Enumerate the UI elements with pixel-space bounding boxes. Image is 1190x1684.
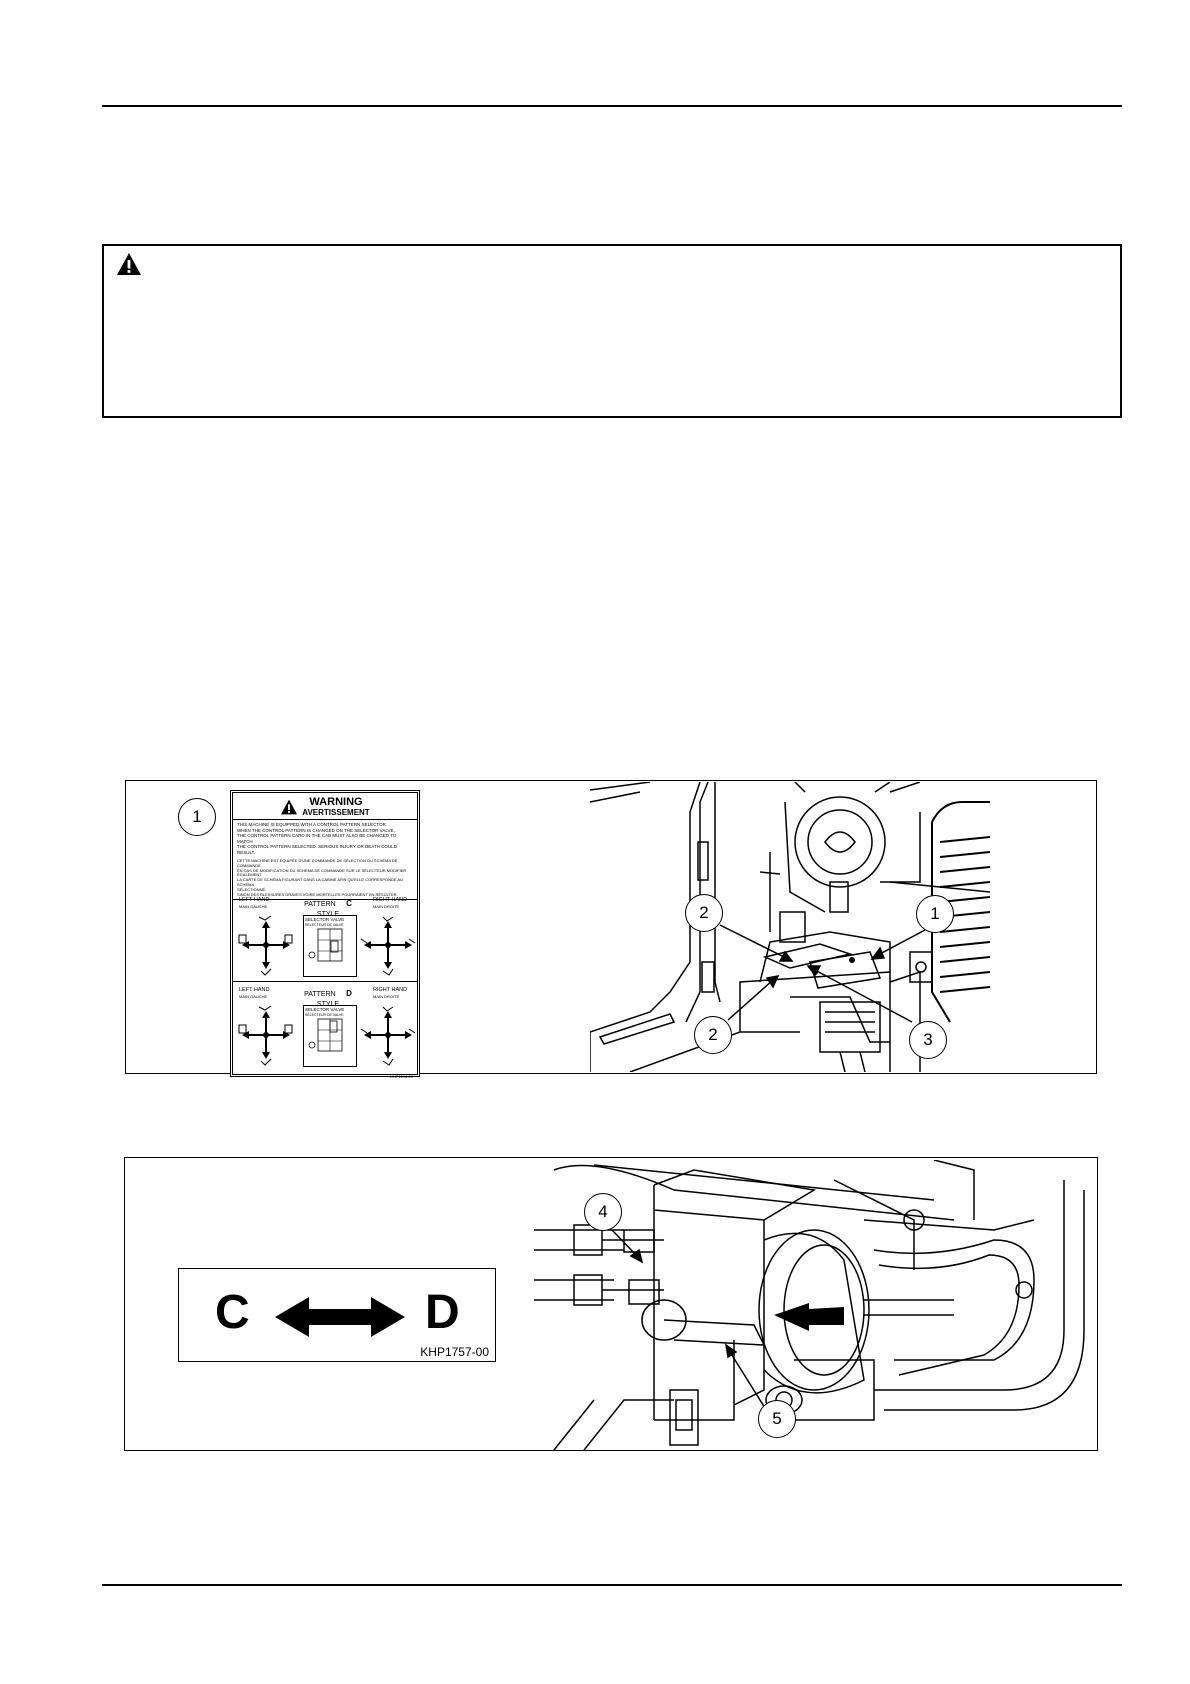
callout-1-decal: 1 [178,798,216,836]
decal-title: WARNING [309,796,363,808]
callout-2-lower: 2 [694,1016,732,1054]
callout-4: 4 [584,1193,622,1231]
callout-5: 5 [758,1400,796,1438]
callout-3: 3 [909,1021,947,1059]
decal-text-en: THIS MACHINE IS EQUIPPED WITH A CONTROL PATTERN SELECTOR. WHEN THE CONTROL PATTERN IS CHANGED ON THE SELECTOR VALVE, THE CONTROL PATTERN CARD IN THE CAB MUST ALSO BE CHANGED TO MATCH THE CONTROL PATTERN SELECTED. SERIOUS INJURY OR DEATH COULD RESULT. [237,822,397,855]
decal-text-fr: CETTE MACHINE EST ÉQUIPÉE D'UNE COMMANDE DE SÉLECTION DU SCHÉMA DE COMMANDE. EN CAS DE MODIFICATION DU SCHÉMA DE COMMANDE SUR LE SÉLECTEUR MODIFIER ÉGALEMENT LA CARTE DE SCHÉMA FIGURANT DANS LA CABINE AFIN QU'ELLE CORRESPONDE AU SCHÉMA SÉLECTIONNÉ. SINON DES BLESSURES GRAVES VOIRE MORTELLES POURRAIENT EN RÉSULTER. [237,858,407,897]
callout-1-machine: 1 [916,895,954,933]
decal-subtitle: AVERTISSEMENT [302,808,370,817]
pattern-c-label: C [215,1286,250,1339]
footer-rule [102,1584,1122,1586]
decal-pattern-d: LEFT HAND MAIN GAUCHE RIGHT HAND MAIN DROITE PATTERN D STYLE SELECTOR VALVE SÉLECTEUR DE VALVE KHP1596-00 [233,983,417,1071]
callout-2-upper: 2 [685,894,723,932]
decal-code: KHP1757-00 [420,1345,489,1359]
pattern-d-label: D [425,1286,460,1339]
decal-pattern-c: LEFT HAND MAIN GAUCHE RIGHT HAND MAIN DROITE PATTERN C STYLE SELECTOR VALVE SÉLECTEUR DE VALVE [233,893,417,981]
